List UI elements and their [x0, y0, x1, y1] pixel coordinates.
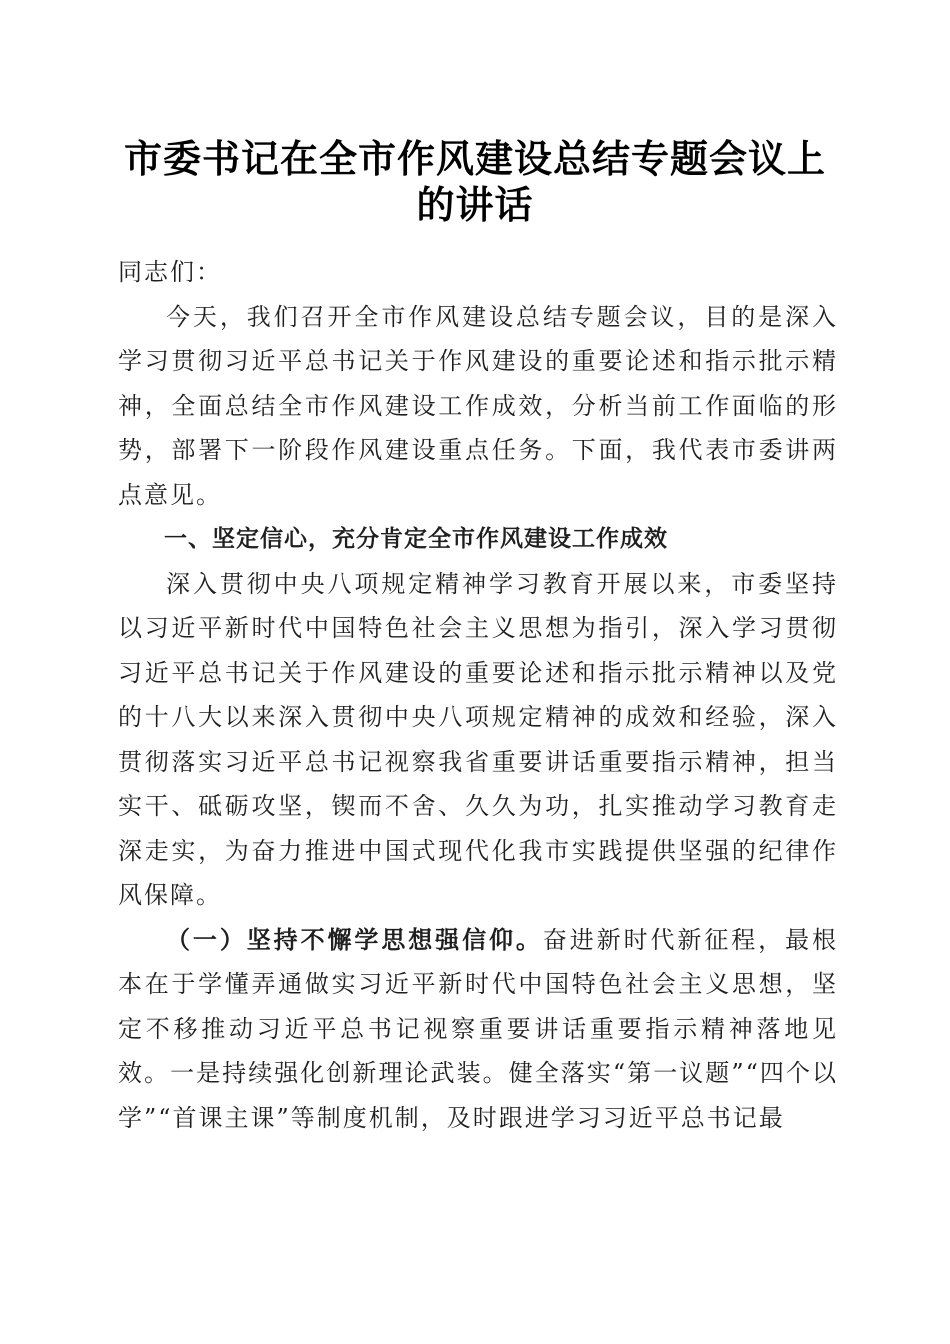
- subsection-1-lead: （一）坚持不懈学思想强信仰。: [166, 924, 543, 954]
- document-body: [118, 250, 838, 1140]
- salutation: 同志们：: [118, 258, 222, 286]
- subsection-1-paragraph: [118, 918, 838, 1141]
- subsection-1-text: 奋进新时代新征程，最根本在于学懂弄通做实习近平新时代中国特色社会主义思想，坚定不移推动习近平总书记视察重要讲话重要指示精神落地见效。一是持续强化创新理论武装。健全落实“第一议题”“四个以学”“首课主课”等制度机制，及时跟进学习习近平总书记最: [118, 925, 839, 1132]
- intro-paragraph: 今天，我们召开全市作风建设总结专题会议，目的是深入学习贯彻习近平总书记关于作风建设的重要论述和指示批示精神，全面总结全市作风建设工作成效，分析当前工作面临的形势，部署下一阶段作风建设重点任务。下面，我代表市委讲两点意见。: [118, 302, 838, 509]
- section-heading-1: 一、坚定信心，充分肯定全市作风建设工作成效: [164, 526, 668, 552]
- document-title: 市委书记在全市作风建设总结专题会议上的讲话: [123, 136, 826, 227]
- section-1-paragraph: 深入贯彻中央八项规定精神学习教育开展以来，市委坚持以习近平新时代中国特色社会主义思想为指引，深入学习贯彻习近平总书记关于作风建设的重要论述和指示批示精神以及党的十八大以来深入贯彻中央八项规定精神的成效和经验，深入贯彻落实习近平总书记视察我省重要讲话重要指示精神，担当实干、砥砺攻坚，锲而不舍、久久为功，扎实推动学习教育走深走实，为奋力推进中国式现代化我市实践提供坚强的纪律作风保障。: [118, 569, 838, 909]
